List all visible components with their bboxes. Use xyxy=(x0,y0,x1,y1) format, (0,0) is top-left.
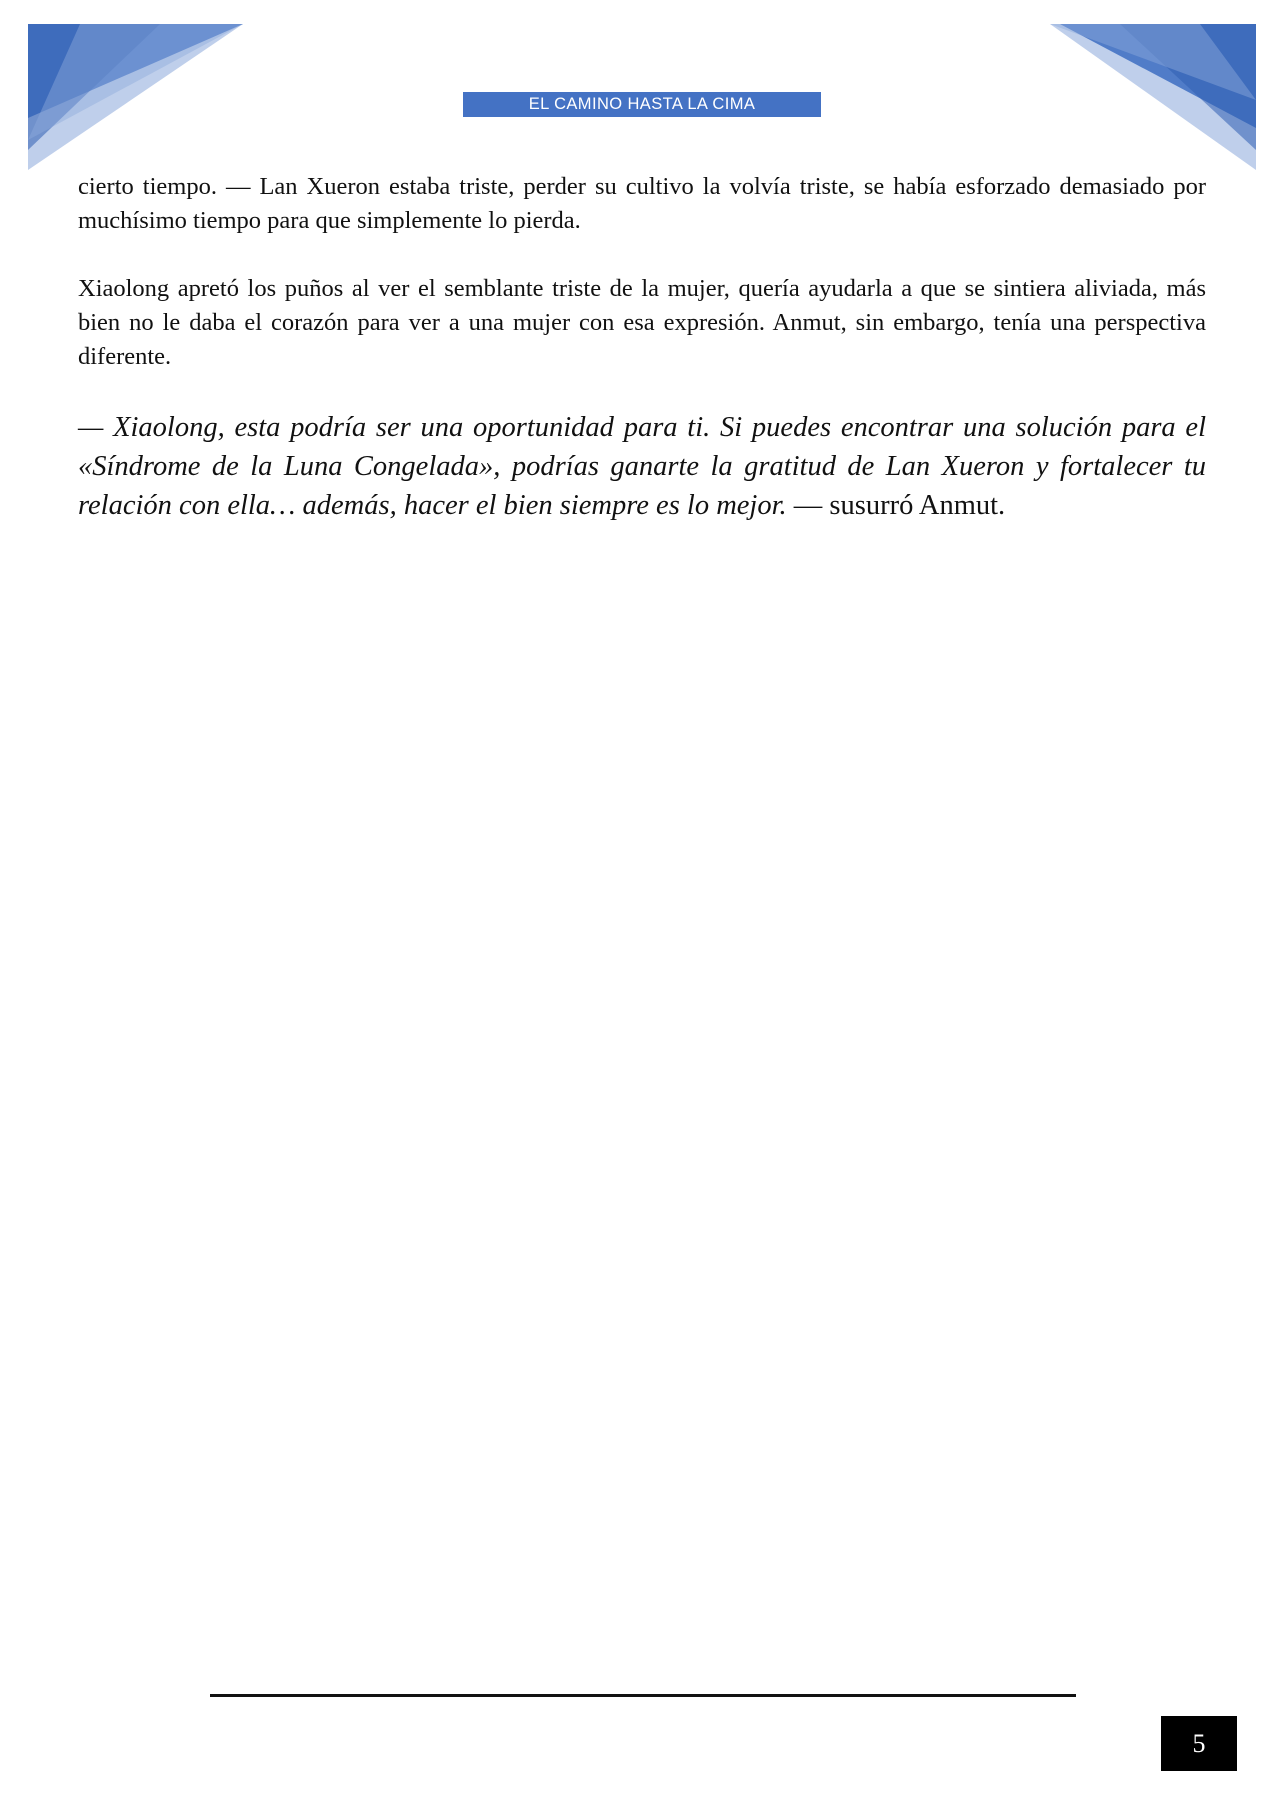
page-number: 5 xyxy=(1161,1716,1237,1771)
page-body xyxy=(78,170,1206,559)
corner-decoration-right xyxy=(1050,0,1280,180)
running-header: EL CAMINO HASTA LA CIMA xyxy=(463,92,821,117)
paragraph: Xiaolong apretó los puños al ver el semblante triste de la mujer, quería ayudarla a que se sintiera aliviada, más bien no le daba el corazón para ver a una mujer con esa expresión. Anmut, sin embargo, tenía una perspectiva diferente. xyxy=(78,275,1206,370)
footer-rule xyxy=(210,1694,1076,1697)
italic-quote-text: — Xiaolong, esta podría ser una oportunidad para ti. Si puedes encontrar una solución para el «Síndrome de la Luna Congelada», podrías ganarte la gratitud de Lan Xueron y fortalecer tu relación con ella… además, hacer el bien siempre es lo mejor. xyxy=(78,412,1206,521)
corner-decoration-left xyxy=(0,0,250,180)
quote-paragraph xyxy=(78,408,1206,525)
paragraph: cierto tiempo. — Lan Xueron estaba triste, perder su cultivo la volvía triste, se había esforzado demasiado por muchísimo tiempo para que simplemente lo pierda. xyxy=(78,173,1206,234)
quote-attribution: — susurró Anmut. xyxy=(786,490,1006,521)
